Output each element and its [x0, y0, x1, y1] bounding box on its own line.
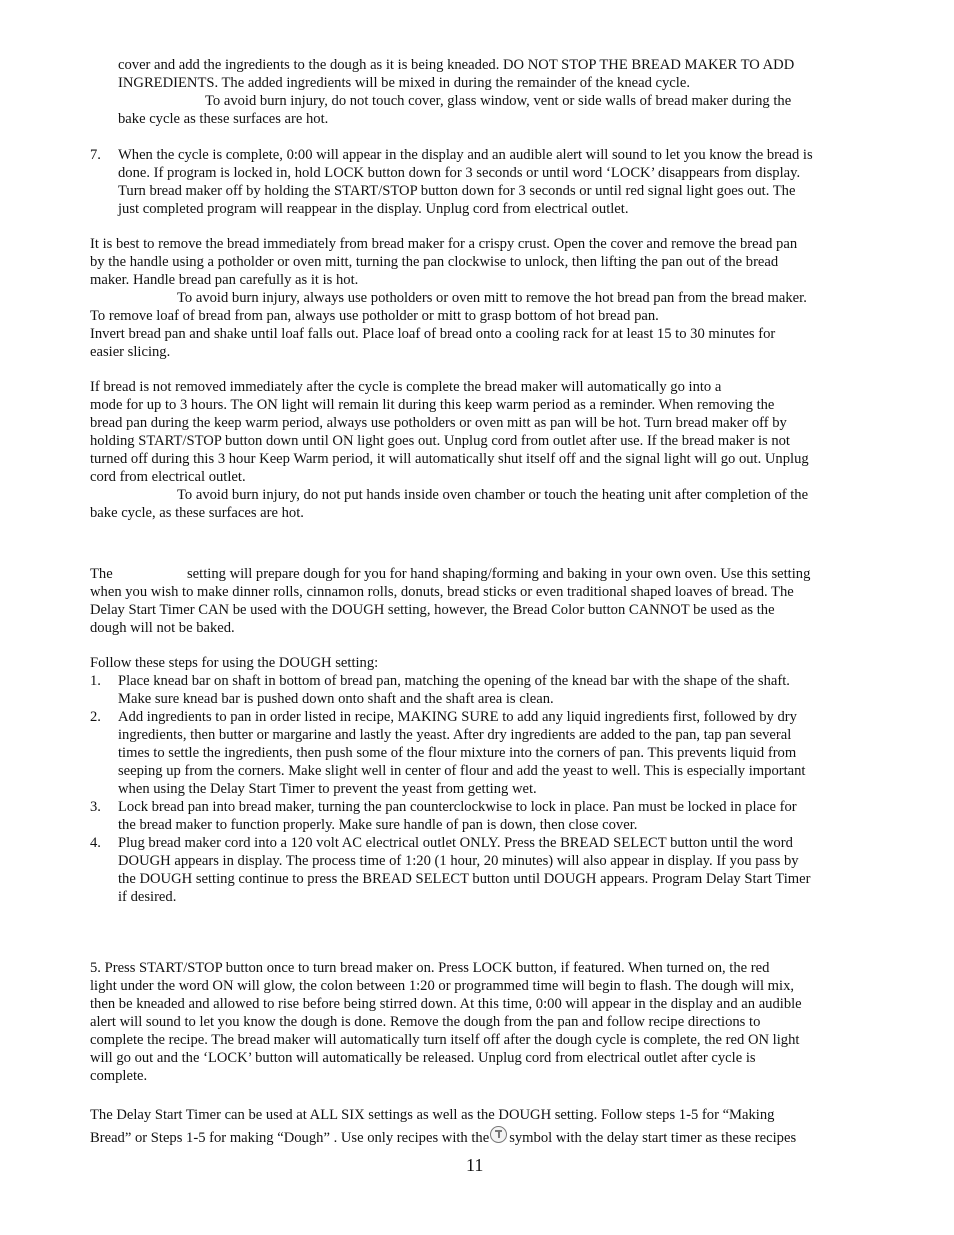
text-line: Lock bread pan into bread maker, turning the pan counterclockwise to lock in place. Pan must be locked in place for	[118, 799, 797, 815]
text-line: If bread is not removed immediately after the cycle is complete the bread maker will automatically go into a	[90, 379, 722, 395]
text-line: complete.	[90, 1068, 148, 1084]
text-line: The Delay Start Timer can be used at ALL SIX settings as well as the DOUGH setting. Follow steps 1-5 for “Making	[90, 1107, 775, 1123]
warning-line: To avoid burn injury, do not touch cover, glass window, vent or side walls of bread maker during the	[205, 93, 792, 109]
text-line: Invert bread pan and shake until loaf falls out. Place loaf of bread onto a cooling rack for at least 15 to 30 minutes for	[90, 326, 776, 342]
text-line: light under the word ON will glow, the colon between 1:20 or programmed time will begin to flash. The dough will mix,	[90, 978, 795, 994]
text-line: seeping up from the corners. Make slight well in center of flour and add the yeast to well. This is especially important	[118, 763, 806, 779]
text-line: To remove loaf of bread from pan, always use potholder or mitt to grasp bottom of hot bread pan.	[90, 308, 659, 324]
text-line: easier slicing.	[90, 344, 171, 360]
warning-line: To avoid burn injury, do not put hands inside oven chamber or touch the heating unit after completion of the	[177, 487, 809, 503]
text-line: DOUGH appears in display. The process time of 1:20 (1 hour, 20 minutes) will also appear in display. If you pass by	[118, 853, 799, 869]
text-line: just completed program will reappear in the display. Unplug cord from electrical outlet.	[118, 201, 629, 217]
step-number: 4.	[90, 835, 101, 851]
text-line: setting will prepare dough for you for hand shaping/forming and baking in your own oven. Use this setting	[187, 566, 811, 582]
text-line: The	[90, 566, 113, 582]
text-line: times to settle the ingredients, then push some of the flour mixture into the corners of pan. This prevents liquid from	[118, 745, 797, 761]
text-line: cord from electrical outlet.	[90, 469, 246, 485]
text-segment: Bread” or Steps 1-5 for making “Dough” . Use only recipes with the	[90, 1130, 490, 1146]
step-number: 3.	[90, 799, 101, 815]
delay-timer-line	[90, 1126, 796, 1147]
text-segment: symbol with the delay start timer as these recipes	[509, 1130, 797, 1146]
text-line: 5. Press START/STOP button once to turn bread maker on. Press LOCK button, if featured. When turned on, the red	[90, 960, 770, 976]
text-line: the bread maker to function properly. Make sure handle of pan is down, then close cover.	[118, 817, 638, 833]
page-number: 11	[466, 1155, 484, 1175]
step-number: 7.	[90, 147, 101, 163]
text-line: when using the Delay Start Timer to prevent the yeast from getting wet.	[118, 781, 537, 797]
text-line: bake cycle, as these surfaces are hot.	[90, 505, 304, 521]
text-line: turned off during this 3 hour Keep Warm period, it will automatically shut itself off and the signal light will go out. Unplug	[90, 451, 809, 467]
text-line: mode for up to 3 hours. The ON light will remain lit during this keep warm period as a reminder. When removing the	[90, 397, 775, 413]
text-line: bread pan during the keep warm period, always use potholders or oven mitt as pan will be hot. Turn bread maker off by	[90, 415, 787, 431]
text-line: bake cycle as these surfaces are hot.	[118, 111, 329, 127]
text-line: INGREDIENTS. The added ingredients will be mixed in during the remainder of the knead cycle.	[118, 75, 690, 91]
text-line: When the cycle is complete, 0:00 will appear in the display and an audible alert will sound to let you know the bread is	[118, 147, 813, 163]
text-line: Plug bread maker cord into a 120 volt AC electrical outlet ONLY. Press the BREAD SELECT button until the word	[118, 835, 793, 851]
text-line: will go out and the ‘LOCK’ button will automatically be released. Unplug cord from electrical outlet after cycle is	[90, 1050, 756, 1066]
text-line: done. If program is locked in, hold LOCK button down for 3 seconds or until word ‘LOCK’ disappears from display.	[118, 165, 801, 181]
text-line: when you wish to make dinner rolls, cinnamon rolls, donuts, bread sticks or even traditional shaped loaves of bread. The	[90, 584, 794, 600]
text-line: Follow these steps for using the DOUGH setting:	[90, 655, 379, 671]
text-line: ingredients, then butter or margarine and lastly the yeast. After dry ingredients are added to the pan, tap pan several	[118, 727, 792, 743]
text-line: by the handle using a potholder or oven mitt, turning the pan clockwise to unlock, then lifting the pan out of the bread	[90, 254, 779, 270]
text-line: Make sure knead bar is pushed down onto shaft and the shaft area is clean.	[118, 691, 554, 707]
text-line: the DOUGH setting continue to press the BREAD SELECT button until DOUGH appears. Program Delay Start Timer	[118, 871, 811, 887]
text-line: It is best to remove the bread immediately from bread maker for a crispy crust. Open the cover and remove the bread pan	[90, 236, 798, 252]
text-line: holding START/STOP button down until ON light goes out. Unplug cord from outlet after use. If the bread maker is not	[90, 433, 790, 449]
text-line: if desired.	[118, 889, 177, 905]
step-number: 1.	[90, 673, 101, 689]
text-line: then be kneaded and allowed to rise before being stirred down. At this time, 0:00 will appear in the display and an audible	[90, 996, 802, 1012]
text-line: Add ingredients to pan in order listed in recipe, MAKING SURE to add any liquid ingredients first, followed by dry	[118, 709, 797, 725]
warning-line: To avoid burn injury, always use potholders or oven mitt to remove the hot bread pan from the bread maker.	[177, 290, 807, 306]
step-number: 2.	[90, 709, 101, 725]
text-line: Delay Start Timer CAN be used with the DOUGH setting, however, the Bread Color button CANNOT be used as the	[90, 602, 775, 618]
text-line: alert will sound to let you know the dough is done. Remove the dough from the pan and follow recipe directions to	[90, 1014, 761, 1030]
text-line: complete the recipe. The bread maker will automatically turn itself off after the dough cycle is complete, the red ON light	[90, 1032, 800, 1048]
timer-icon	[490, 1126, 507, 1143]
text-line: cover and add the ingredients to the dough as it is being kneaded. DO NOT STOP THE BREAD MAKER TO ADD	[118, 57, 795, 73]
text-line: Turn bread maker off by holding the START/STOP button down for 3 seconds or until red signal light goes out. The	[118, 183, 796, 199]
text-line: Place knead bar on shaft in bottom of bread pan, matching the opening of the knead bar with the shape of the shaft.	[118, 673, 790, 689]
text-line: dough will not be baked.	[90, 620, 235, 636]
text-line: maker. Handle bread pan carefully as it is hot.	[90, 272, 359, 288]
